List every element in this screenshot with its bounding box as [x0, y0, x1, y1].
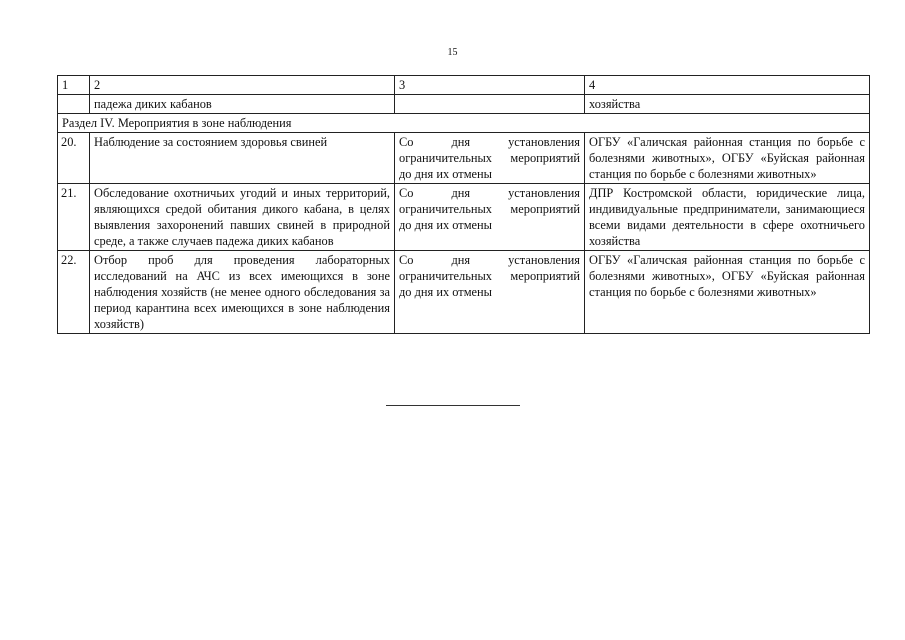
responsible-cell: ДПР Костромской области, юридические лица, индивидуальные предприниматели, занимающиеся всеми видами деятельности в сфере охотничьего хозяйства [585, 184, 870, 251]
measure-cell: Отбор проб для проведения лабораторных исследований на АЧС из всех имеющихся в зоне наблюдения хозяйств (не менее одного обследования за период карантина всех имеющихся в зоне наблюдения хозяйств) [90, 251, 395, 334]
continuation-deadline-cell [395, 95, 585, 114]
page-number: 15 [447, 47, 458, 58]
continuation-responsible-cell: хозяйства [585, 95, 870, 114]
measure-cell: Наблюдение за состоянием здоровья свиней [90, 133, 395, 184]
continuation-num-cell [58, 95, 90, 114]
responsible-cell: ОГБУ «Галичская районная станция по борьбе с болезнями животных», ОГБУ «Буйская районная станция по борьбе с болезнями животных» [585, 251, 870, 334]
column-number-1: 1 [58, 76, 90, 95]
table-row [58, 133, 870, 184]
continuation-measure-cell: падежа диких кабанов [90, 95, 395, 114]
column-number-4: 4 [585, 76, 870, 95]
deadline-cell: Со дня установления ограничительных мероприятий до дня их отмены [395, 133, 585, 184]
deadline-cell: Со дня установления ограничительных мероприятий до дня их отмены [395, 251, 585, 334]
table-row [58, 184, 870, 251]
column-number-3: 3 [395, 76, 585, 95]
continuation-row [58, 95, 870, 114]
measure-cell: Обследование охотничьих угодий и иных территорий, являющихся средой обитания дикого кабана, в целях выявления захоронений павших свиней в природной среде, а также случаев падежа диких кабанов [90, 184, 395, 251]
end-separator-line [386, 405, 520, 406]
responsible-cell: ОГБУ «Галичская районная станция по борьбе с болезнями животных», ОГБУ «Буйская районная станция по борьбе с болезнями животных» [585, 133, 870, 184]
section-row [58, 114, 870, 133]
row-number: 20. [58, 133, 90, 184]
column-number-2: 2 [90, 76, 395, 95]
column-number-row [58, 76, 870, 95]
table-row [58, 251, 870, 334]
row-number: 21. [58, 184, 90, 251]
measures-table [57, 75, 870, 334]
deadline-cell: Со дня установления ограничительных мероприятий до дня их отмены [395, 184, 585, 251]
section-title: Раздел IV. Мероприятия в зоне наблюдения [58, 114, 870, 133]
row-number: 22. [58, 251, 90, 334]
